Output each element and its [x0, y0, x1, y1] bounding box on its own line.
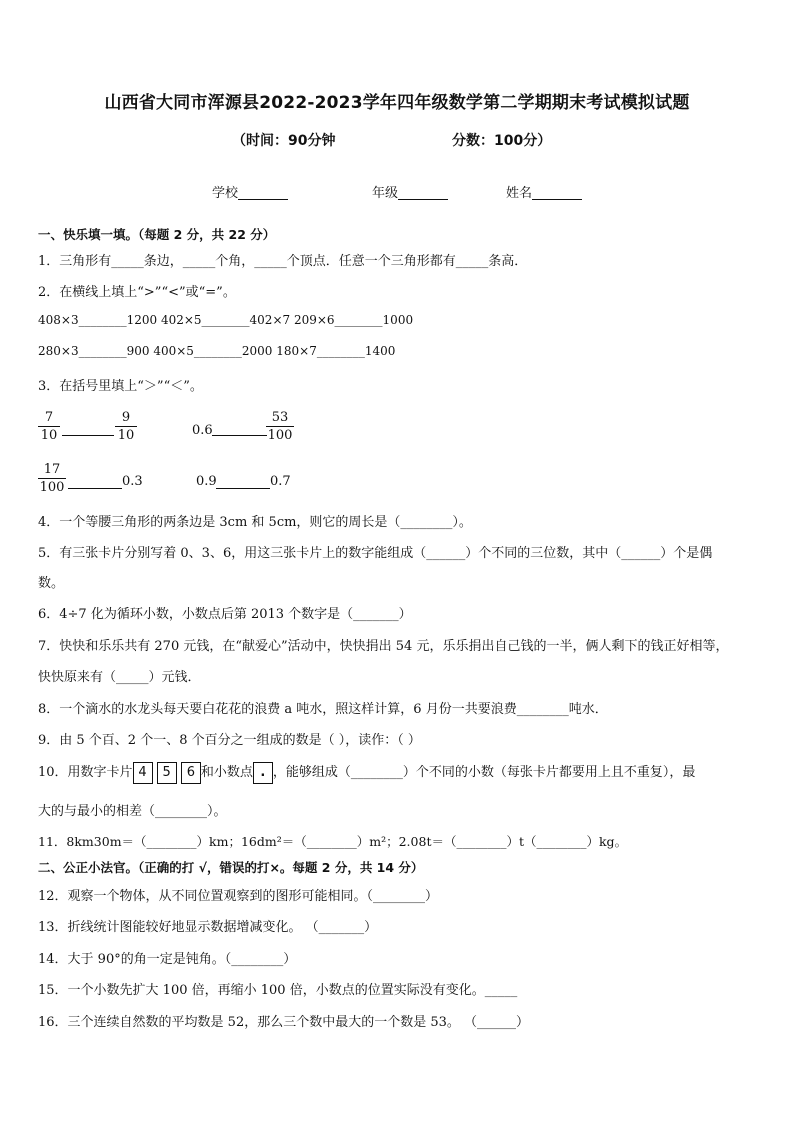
exam-score: 分数：100分） [452, 133, 552, 149]
answer-blank-3a[interactable] [62, 434, 114, 436]
section1-title: 一、快乐填一填。（每题 2 分，共 22 分） [38, 227, 276, 242]
question-13: 13．折线统计图能较好地显示数据增减变化。 （_______） [38, 920, 378, 935]
question-6: 6．4÷7 化为循环小数，小数点后第 2013 个数字是（_______） [38, 607, 412, 622]
value-f: 0.9 [196, 474, 217, 489]
value-e: 0.3 [122, 474, 143, 489]
decimal-point-card: . [253, 762, 273, 784]
fraction-e: $\frac{17}{100}$ [39, 462, 65, 495]
school-blank[interactable] [238, 185, 288, 200]
exam-time: （时间：90分钟 [232, 133, 336, 149]
question-5-line1: 5．有三张卡片分别写着 0、3、6，用这三张卡片上的数字能组成（______）个不同的三位数，其中（______）个是偶 [38, 546, 713, 561]
fraction-b: $\frac{9}{10}$ [115, 410, 137, 443]
question-15: 15．一个小数先扩大 100 倍，再缩小 100 倍，小数点的位置实际没有变化。_____ [38, 983, 518, 998]
question-2: 2．在横线上填上“>”“<”或“=”。 [38, 285, 236, 300]
grade-field: 年级 [372, 182, 448, 201]
fraction-a: $\frac{7}{10}$ [38, 410, 60, 443]
question-7-line2: 快快原来有（_____）元钱． [38, 670, 201, 685]
question-8: 8．一个滴水的水龙头每天要白花花的浪费 a 吨水，照这样计算，6 月份一共要浪费________吨水． [38, 702, 608, 717]
question-11: 11．8km30m＝（________）km；16dm²＝（________）m²；2.08t＝（________）t（________）kg。 [38, 834, 628, 849]
question-3: 3．在括号里填上“＞”“＜”。 [38, 379, 203, 394]
answer-blank-3c[interactable] [68, 487, 122, 489]
question-14: 14．大于 90°的角一定是钝角。（________） [38, 952, 297, 967]
value-f2: 0.7 [270, 474, 291, 489]
question-7-line1: 7．快快和乐乐共有 270 元钱，在“献爱心”活动中，快快捐出 54 元，乐乐捐出自己钱的一半，俩人剩下的钱正好相等， [38, 639, 729, 654]
fraction-d: $\frac{53}{100}$ [267, 410, 293, 443]
grade-blank[interactable] [398, 185, 448, 200]
question-10-line2: 大的与最小的相差（________）。 [38, 804, 227, 819]
digit-card-4: 4 [133, 762, 153, 784]
answer-blank-3b[interactable] [212, 434, 267, 436]
question-5-line2: 数。 [38, 576, 65, 591]
question-10-line1: 10．用数字卡片 4 5 6 和小数点 . ，能够组成（________）个不同的小数（每张卡片都要用上且不重复），最 [38, 761, 695, 784]
question-2-row2: 280×3________900 400×5________2000 180×7________1400 [38, 344, 396, 358]
section2-title: 二、公正小法官。（正确的打 √，错误的打×。每题 2 分，共 14 分） [38, 860, 424, 875]
page-title: 山西省大同市浑源县2022-2023学年四年级数学第二学期期末考试模拟试题 [104, 93, 690, 113]
question-4: 4．一个等腰三角形的两条边是 3cm 和 5cm，则它的周长是（________）。 [38, 515, 472, 530]
digit-card-6: 6 [181, 762, 201, 784]
question-16: 16．三个连续自然数的平均数是 52，那么三个数中最大的一个数是 53。 （______） [38, 1015, 530, 1030]
value-c: 0.6 [192, 423, 213, 438]
digit-card-5: 5 [157, 762, 177, 784]
school-field: 学校 [212, 182, 288, 201]
question-12: 12．观察一个物体，从不同位置观察到的图形可能相同。（________） [38, 889, 439, 904]
name-field: 姓名 [506, 182, 582, 201]
answer-blank-3d[interactable] [216, 487, 270, 489]
question-2-row1: 408×3________1200 402×5________402×7 209×6________1000 [38, 313, 414, 327]
name-blank[interactable] [532, 185, 582, 200]
question-1: 1．三角形有_____条边，_____个角，_____个顶点．任意一个三角形都有_____条高． [38, 254, 528, 269]
question-9: 9．由 5 个百、2 个一、8 个百分之一组成的数是（ ），读作：（ ） [38, 733, 421, 748]
